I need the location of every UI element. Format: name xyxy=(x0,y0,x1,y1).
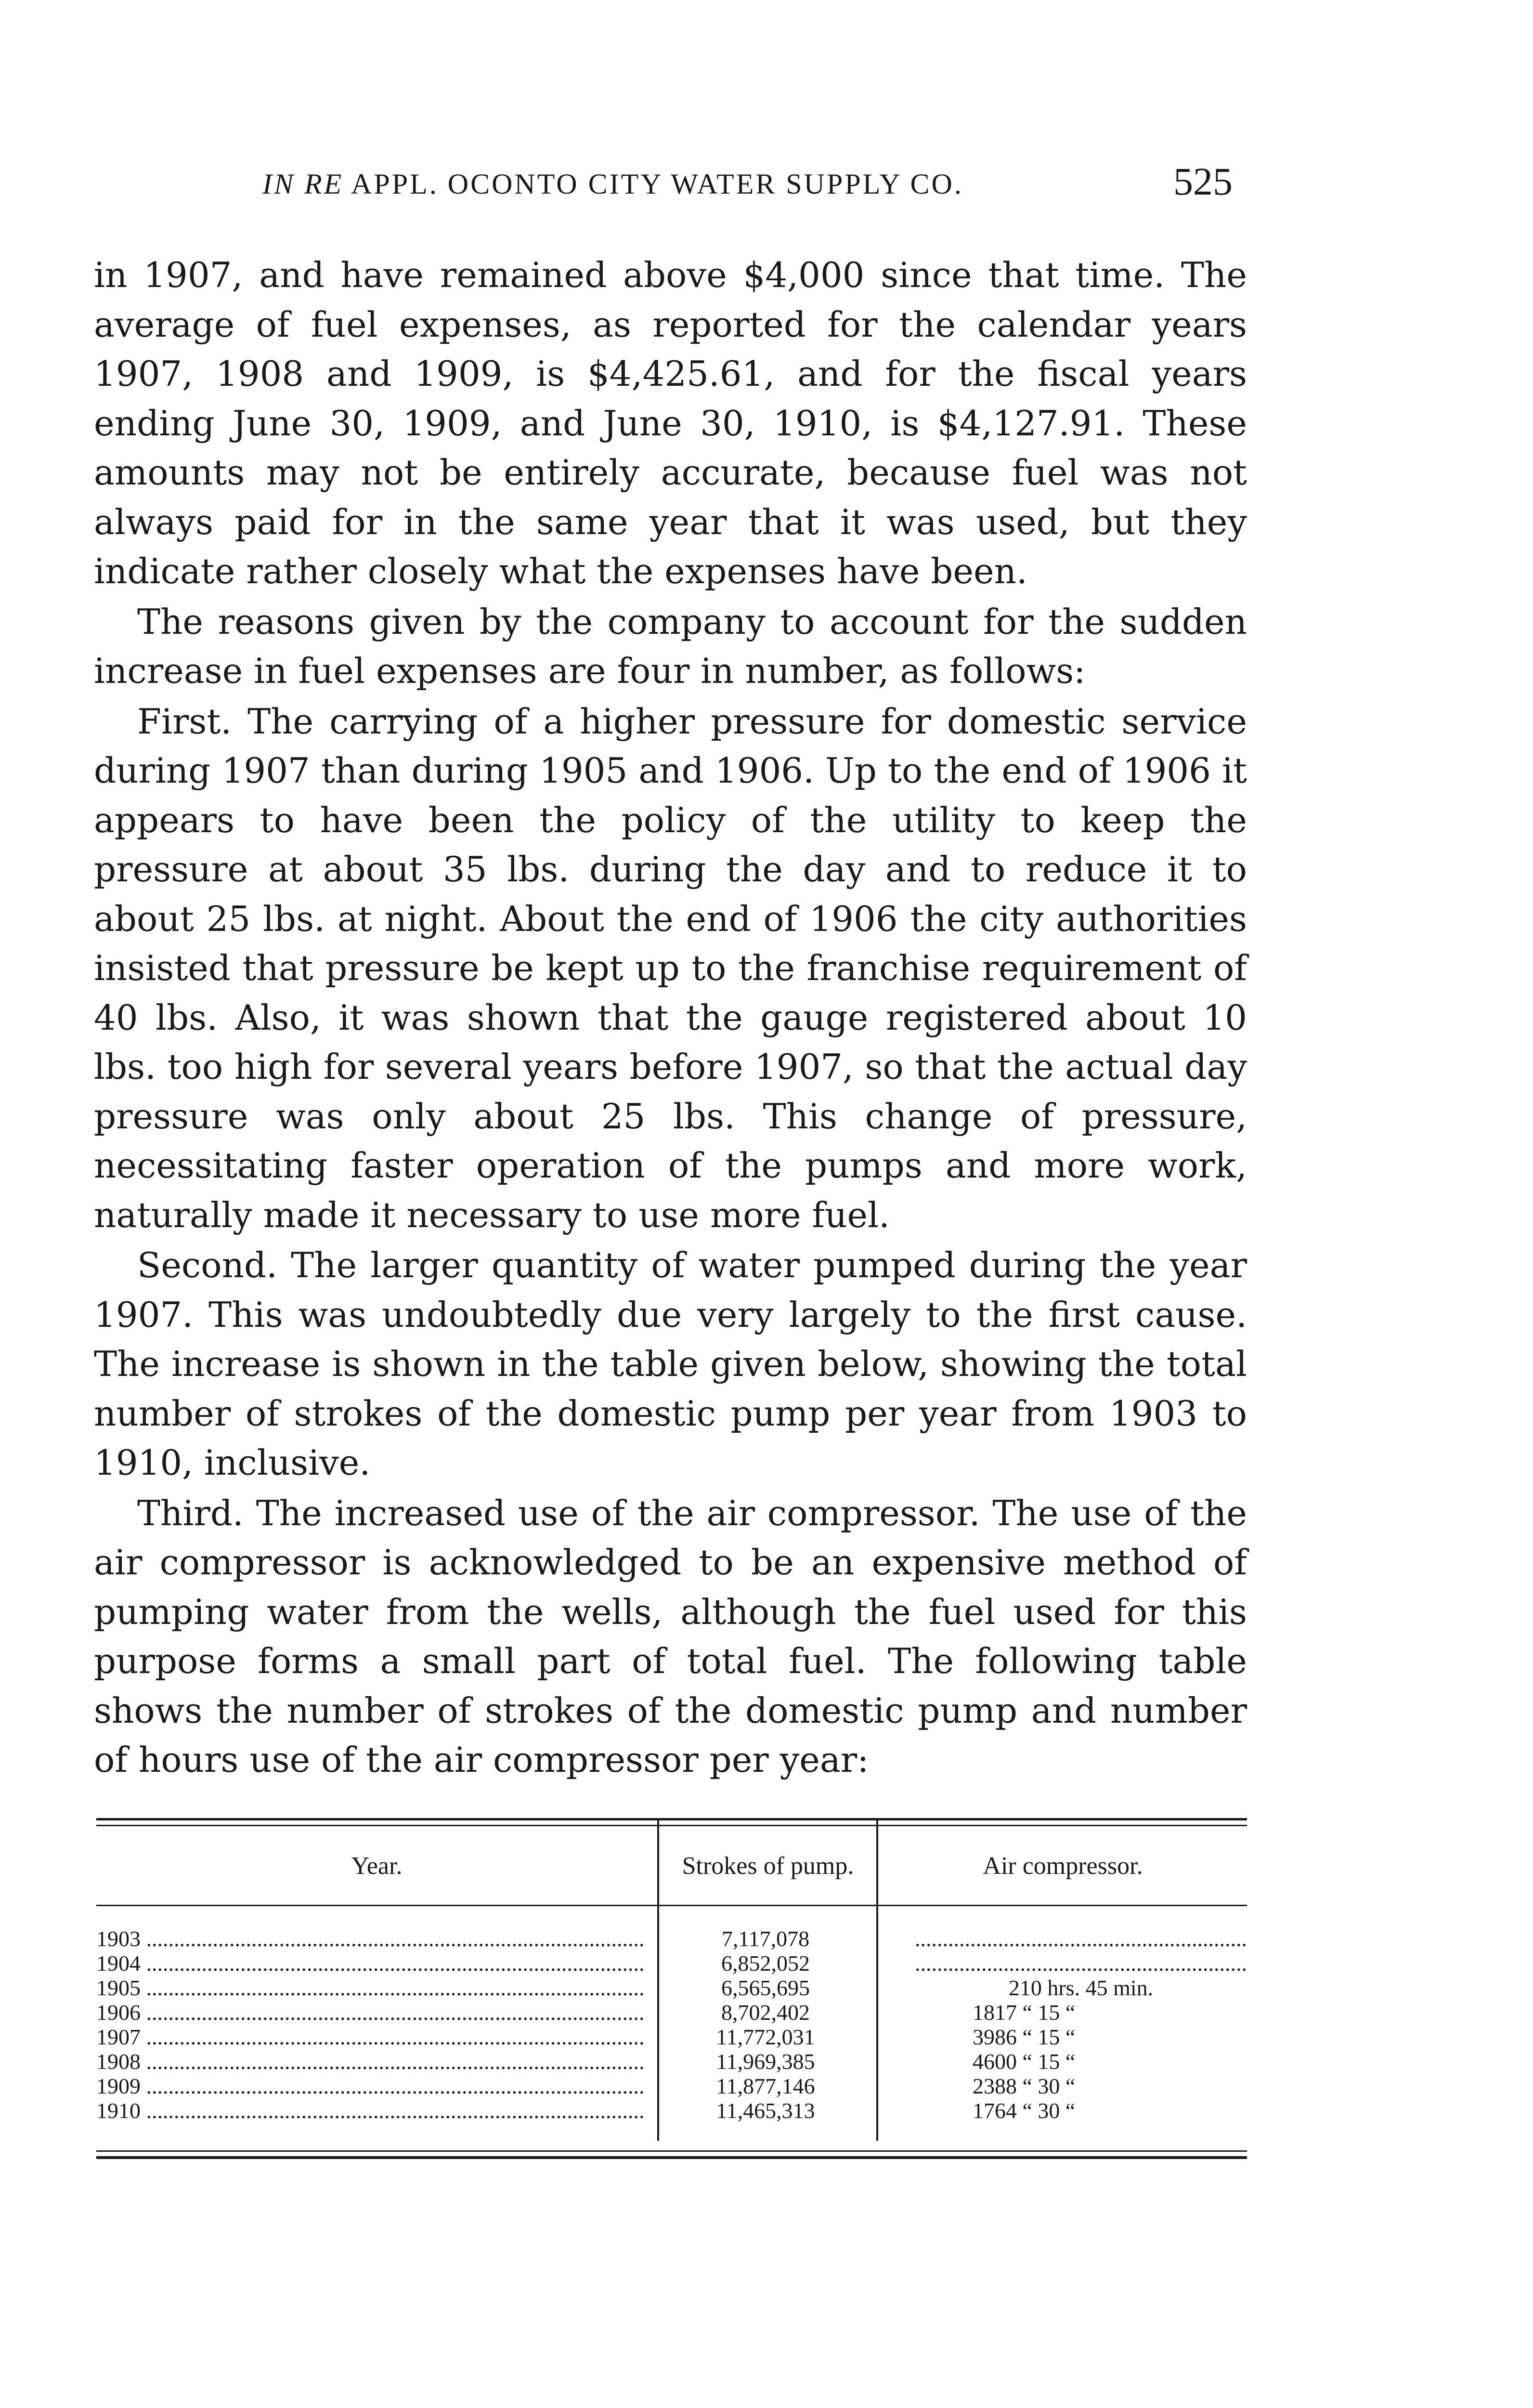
paragraph: Second. The larger quantity of water pumped during the year 1907. This was undoubtedly due very largely to the first cause. The increase is shown in the table given below, showing the total number of strokes of the domestic pump per year from 1903 to 1910, inclusive. xyxy=(94,1245,1247,1483)
strokes-cell: 6,565,695 xyxy=(721,1976,810,2000)
air-cell: 3986 “ 15 “ xyxy=(973,2025,1076,2049)
year-cell: 1909 ..... xyxy=(96,2074,645,2098)
column-header-year: Year. xyxy=(351,1852,403,1880)
table-row xyxy=(96,1951,1247,1976)
table-bottom-rule-thin xyxy=(96,2150,1247,2152)
strokes-cell: 7,117,078 xyxy=(721,1926,810,1951)
table-body xyxy=(96,1926,1247,2123)
table-top-rule xyxy=(96,1818,1247,1820)
header-underline xyxy=(878,1905,1247,1906)
table-row xyxy=(96,2000,1247,2025)
running-head xyxy=(262,168,963,201)
paragraph: Third. The increased use of the air compressor. The use of the air compressor is acknowledged to be an expensive method of pumping water from the wells, although the fuel used for this purpose forms a small part of total fuel. The following table shows the number of strokes of the domestic pump and number of hours use of the air compressor per year: xyxy=(94,1492,1247,1780)
strokes-cell: 8,702,402 xyxy=(721,2000,810,2025)
header-underline xyxy=(96,1905,657,1906)
year-cell: 1904 ..... xyxy=(96,1951,645,1976)
table-top-rule-thin xyxy=(96,1825,1247,1826)
table-row xyxy=(96,1926,1247,1951)
year-cell: 1907 ..... xyxy=(96,2025,645,2049)
air-cell xyxy=(915,1926,1247,1951)
year-cell: 1905 ..... xyxy=(96,1976,645,2000)
table-row xyxy=(96,2049,1247,2074)
table-row xyxy=(96,2025,1247,2049)
page-number: 525 xyxy=(1173,159,1233,203)
year-cell: 1903 ..... xyxy=(96,1926,645,1951)
year-cell: 1910 ..... xyxy=(96,2098,645,2123)
air-cell: 2388 “ 30 “ xyxy=(973,2074,1076,2098)
paragraph: First. The carrying of a higher pressure for domestic service during 1907 than during 1905 and 1906. Up to the end of 1906 it appears to have been the policy of the utility to keep the pressure at about 35 lbs. during the day and to reduce it to about 25 lbs. at night. About the end of 1906 the city authorities insisted that pressure be kept up to the franchise requirement of 40 lbs. Also, it was shown that the gauge registered about 10 lbs. too high for several years before 1907, so that the actual day pressure was only about 25 lbs. This change of pressure, necessitating faster operation of the pumps and more work, naturally made it necessary to use more fuel. xyxy=(94,701,1247,1235)
air-cell: 1817 “ 15 “ xyxy=(973,2000,1076,2025)
strokes-cell: 11,969,385 xyxy=(716,2049,815,2074)
table-row xyxy=(96,2074,1247,2098)
strokes-cell: 11,465,313 xyxy=(716,2098,815,2123)
strokes-cell: 11,877,146 xyxy=(716,2074,815,2098)
paragraph: in 1907, and have remained above $4,000 since that time. The average of fuel expenses, as reported for the calendar years 1907, 1908 and 1909, is $4,425.61, and for the fiscal years ending June 30, 1909, and June 30, 1910, is $4,127.91. These amounts may not be entirely accurate, because fuel was not always paid for in the same year that it was used, but they indicate rather closely what the expenses have been. xyxy=(94,255,1247,591)
strokes-cell: 6,852,052 xyxy=(721,1951,810,1976)
running-head-italic: IN RE xyxy=(262,168,344,200)
table-row xyxy=(96,2098,1247,2123)
air-cell: 210 hrs. 45 min. xyxy=(1008,1976,1154,2000)
running-head-text: APPL. OCONTO CITY WATER SUPPLY CO. xyxy=(351,168,963,200)
strokes-cell: 11,772,031 xyxy=(716,2025,815,2049)
paragraph: The reasons given by the company to account for the sudden increase in fuel expenses are four in number, as follows: xyxy=(94,601,1247,691)
year-cell: 1908 ..... xyxy=(96,2049,645,2074)
body-text xyxy=(94,250,1247,1786)
year-cell: 1906 ..... xyxy=(96,2000,645,2025)
strokes-table xyxy=(96,1818,1247,2162)
header-underline xyxy=(659,1905,876,1906)
running-header xyxy=(96,154,1247,207)
table-bottom-rule xyxy=(96,2156,1247,2159)
table-row xyxy=(96,1976,1247,2000)
air-cell: 1764 “ 30 “ xyxy=(973,2098,1076,2123)
air-cell: 4600 “ 15 “ xyxy=(973,2049,1076,2074)
column-header-air: Air compressor. xyxy=(983,1852,1143,1880)
air-cell xyxy=(915,1951,1247,1976)
column-header-strokes: Strokes of pump. xyxy=(682,1852,854,1880)
